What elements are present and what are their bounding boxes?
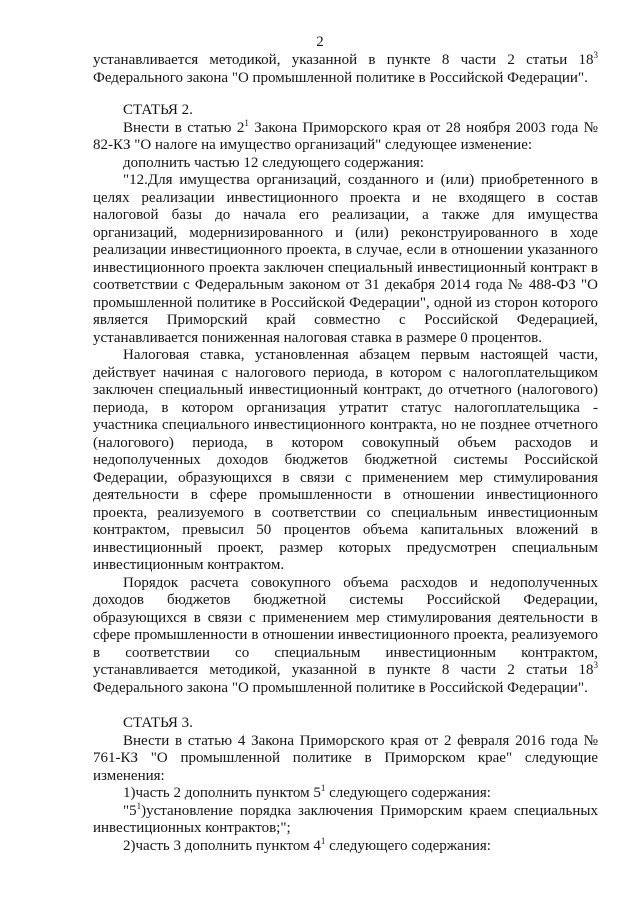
article-2-heading: СТАТЬЯ 2. (123, 102, 193, 118)
text-run: 1)часть 2 дополнить пунктом 5 (123, 785, 321, 801)
article-2-paragraph-1: "12.Для имущества организаций, созданного и (или) приобретенного в целях реализации инвестиционного проекта и не входящего в состав налоговой базы до начала его реализации, а также для имущества организаций, модернизированного и (или) реконструированного в ходе реализации инвестиционного проекта, в случае, если в отношении указанного инвестиционного проекта заключен специальный инвестиционный контракт в соответствии с Федеральным законом от 31 декабря 2014 года № 488-ФЗ "О промышленной политике в Российской Федерации", одной из сторон которого является Приморский край совместно с Российской Федерацией, устанавливается пониженная налоговая ставка в размере 0 процентов. (93, 172, 598, 346)
article-3-item-1 (93, 785, 598, 803)
superscript: 1 (244, 117, 249, 128)
superscript: 3 (593, 50, 598, 60)
article-3-item-2 (93, 835, 598, 856)
text-run: следующего содержания: (325, 785, 491, 801)
article-2-paragraph-2: Налоговая ставка, установленная абзацем первым настоящей части, действует начиная с налогового периода, в котором с налогоплательщиком заключен специальный инвестиционный контракт, до отчетного (налогового) периода, в котором организация утратит статус налогоплательщика - участника специального инвестиционного контракта, но не позднее отчетного (налогового) периода, в котором совокупный объем расходов и недополученных доходов бюджетов бюджетной системы Российской Федерации, образующихся в связи с применением мер стимулирования деятельности в сфере промышленности в отношении инвестиционного проекта, реализуемого в соответствии со специальным инвестиционным контрактом, превысил 50 процентов объема капитальных вложений в инвестиционный проект, размер которых предусмотрен специальным инвестиционным контрактом. (93, 347, 598, 573)
text-run: Закона Приморского края от 28 ноября 2003 года № 82-КЗ "О налоге на имущество организаций" следующее изменение: (93, 119, 598, 153)
text-run: Федерального закона "О промышленной политике в Российской Федерации". (93, 69, 588, 86)
text-run: "5 (123, 802, 137, 819)
article-3-intro: Внести в статью 4 Закона Приморского края от 2 февраля 2016 года № 761-КЗ "О промышленной политике в Приморском крае" следующие изменения: (93, 732, 598, 784)
superscript: 1 (320, 783, 326, 793)
text-run: Порядок расчета совокупного объема расходов и недополученных доходов бюджетов бюджетной системы Российской Федерации, образующихся в связи с применением мер стимулирования деятельности в сфере промышленности в отношении инвестиционного проекта, реализуемого в соответствии со специальным инвестиционным контрактом, устанавливается методикой, указанной в пункте 8 части 2 статьи 18 (93, 574, 598, 678)
article-3-quote (93, 800, 598, 838)
text-run: следующего содержания: (325, 837, 491, 854)
page-number: 2 (316, 34, 324, 50)
text-run: 2)часть 3 дополнить пунктом 4 (123, 837, 321, 854)
superscript: 3 (593, 660, 598, 670)
superscript: 1 (320, 835, 326, 846)
text-run: Федерального закона "О промышленной политике в Российской Федерации". (93, 679, 588, 696)
article-2-intro (93, 117, 598, 155)
continuation-paragraph (93, 52, 598, 87)
article-2-paragraph-3 (93, 575, 598, 698)
text-run: устанавливается методикой, указанной в пункте 8 части 2 статьи 18 (93, 52, 594, 68)
article-3-heading: СТАТЬЯ 3. (123, 715, 193, 731)
superscript: 1 (136, 800, 142, 811)
text-run: )установление порядка заключения Приморским краем специальных инвестиционных контрактов;"; (93, 802, 598, 836)
text-run: Внести в статью 2 (123, 119, 245, 136)
article-2-add-line: дополнить частью 12 следующего содержания: (123, 154, 424, 171)
